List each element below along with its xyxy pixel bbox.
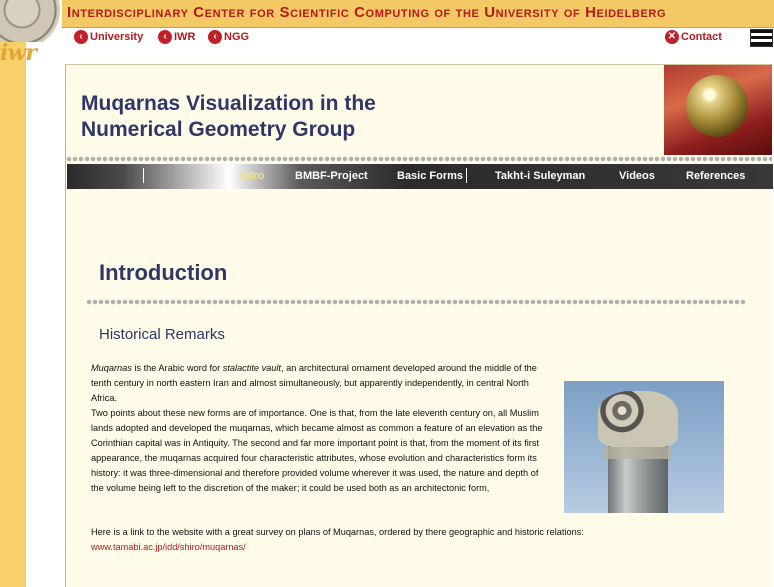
arrow-left-icon: ‹: [74, 30, 88, 44]
iwr-logo[interactable]: iwr: [0, 40, 36, 66]
university-seal-icon: [0, 0, 62, 42]
nav-separator: [143, 168, 144, 183]
menu-icon[interactable]: [750, 29, 773, 47]
university-link-label: University: [90, 31, 144, 43]
paragraph-1: [91, 361, 543, 406]
term-stalactite-vault: stalactite vault: [222, 363, 281, 373]
ngg-link[interactable]: [208, 30, 249, 44]
paragraph-1-rest: , an architectural ornament developed around the middle of the tenth century in north eastern Iran and almost simultaneously, but apparently independently, in central North Africa.: [91, 363, 537, 403]
arrow-left-icon: ‹: [208, 30, 222, 44]
page-title: [81, 91, 501, 143]
minaret-photo: [564, 381, 724, 513]
nav-item-videos[interactable]: Videos: [619, 170, 655, 182]
center-title[interactable]: Interdisciplinary Center for Scientific Computing of the University of Heidelberg: [67, 4, 667, 21]
historical-remarks-heading: Historical Remarks: [99, 326, 225, 343]
left-rail: [0, 0, 26, 587]
body-text: [91, 361, 543, 496]
iwr-link-label: IWR: [174, 31, 196, 43]
iwr-link[interactable]: [158, 30, 195, 44]
contact-link[interactable]: [665, 30, 722, 44]
main-panel: [65, 64, 772, 587]
nav-item-intro[interactable]: Intro: [240, 170, 265, 182]
term-muqarnas: Muqarnas: [91, 363, 132, 373]
page-title-line2: Numerical Geometry Group: [81, 118, 356, 141]
page-title-line1: Muqarnas Visualization in the: [81, 92, 376, 115]
paragraph-2: Two points about these new forms are of importance. One is that, from the late eleventh century on, all Muslim lands adopted and developed the muqarnas, which became almost as common a feature of an elevation as the Corinthian capital was in Antiquity. The second and far more important point is that, from the moment of its first appearance, the muqarnas acquired four characteristic attributes, whose evolution and characteristics form its history: it was three-dimensional and therefore provided volume wherever it was used, the nature and depth of the volume being left to the discretion of the maker; it could be used both as an architectonic form,: [91, 408, 543, 493]
nav-item-basic-forms[interactable]: Basic Forms: [397, 170, 464, 182]
survey-link-intro: Here is a link to the website with a great survey on plans of Muqarnas, ordered by there geographic and historic relations:: [91, 527, 584, 537]
contact-link-label: Contact: [681, 31, 722, 43]
arrow-left-icon: ‹: [158, 30, 172, 44]
survey-link[interactable]: www.tamabi.ac.jp/idd/shiro/muqarnas/: [91, 542, 246, 552]
dotted-divider: [86, 299, 746, 305]
nav-item-takht-i-suleyman[interactable]: Takht-i Suleyman: [495, 170, 586, 182]
header-band: [62, 0, 774, 28]
contact-icon: ✕: [665, 30, 679, 44]
nav-item-bmbf-project[interactable]: BMBF-Project: [295, 170, 368, 182]
university-link[interactable]: [74, 30, 143, 44]
nav-item-references[interactable]: References: [686, 170, 746, 182]
reflective-sphere-image: [664, 65, 772, 155]
nav-separator: [225, 168, 226, 183]
paragraph-1-text: is the Arabic word for: [131, 363, 223, 373]
ngg-link-label: NGG: [224, 31, 250, 43]
nav-separator: [466, 168, 467, 183]
dotted-divider: [66, 156, 772, 162]
introduction-heading: Introduction: [99, 260, 228, 285]
nav-bar: [67, 164, 773, 189]
